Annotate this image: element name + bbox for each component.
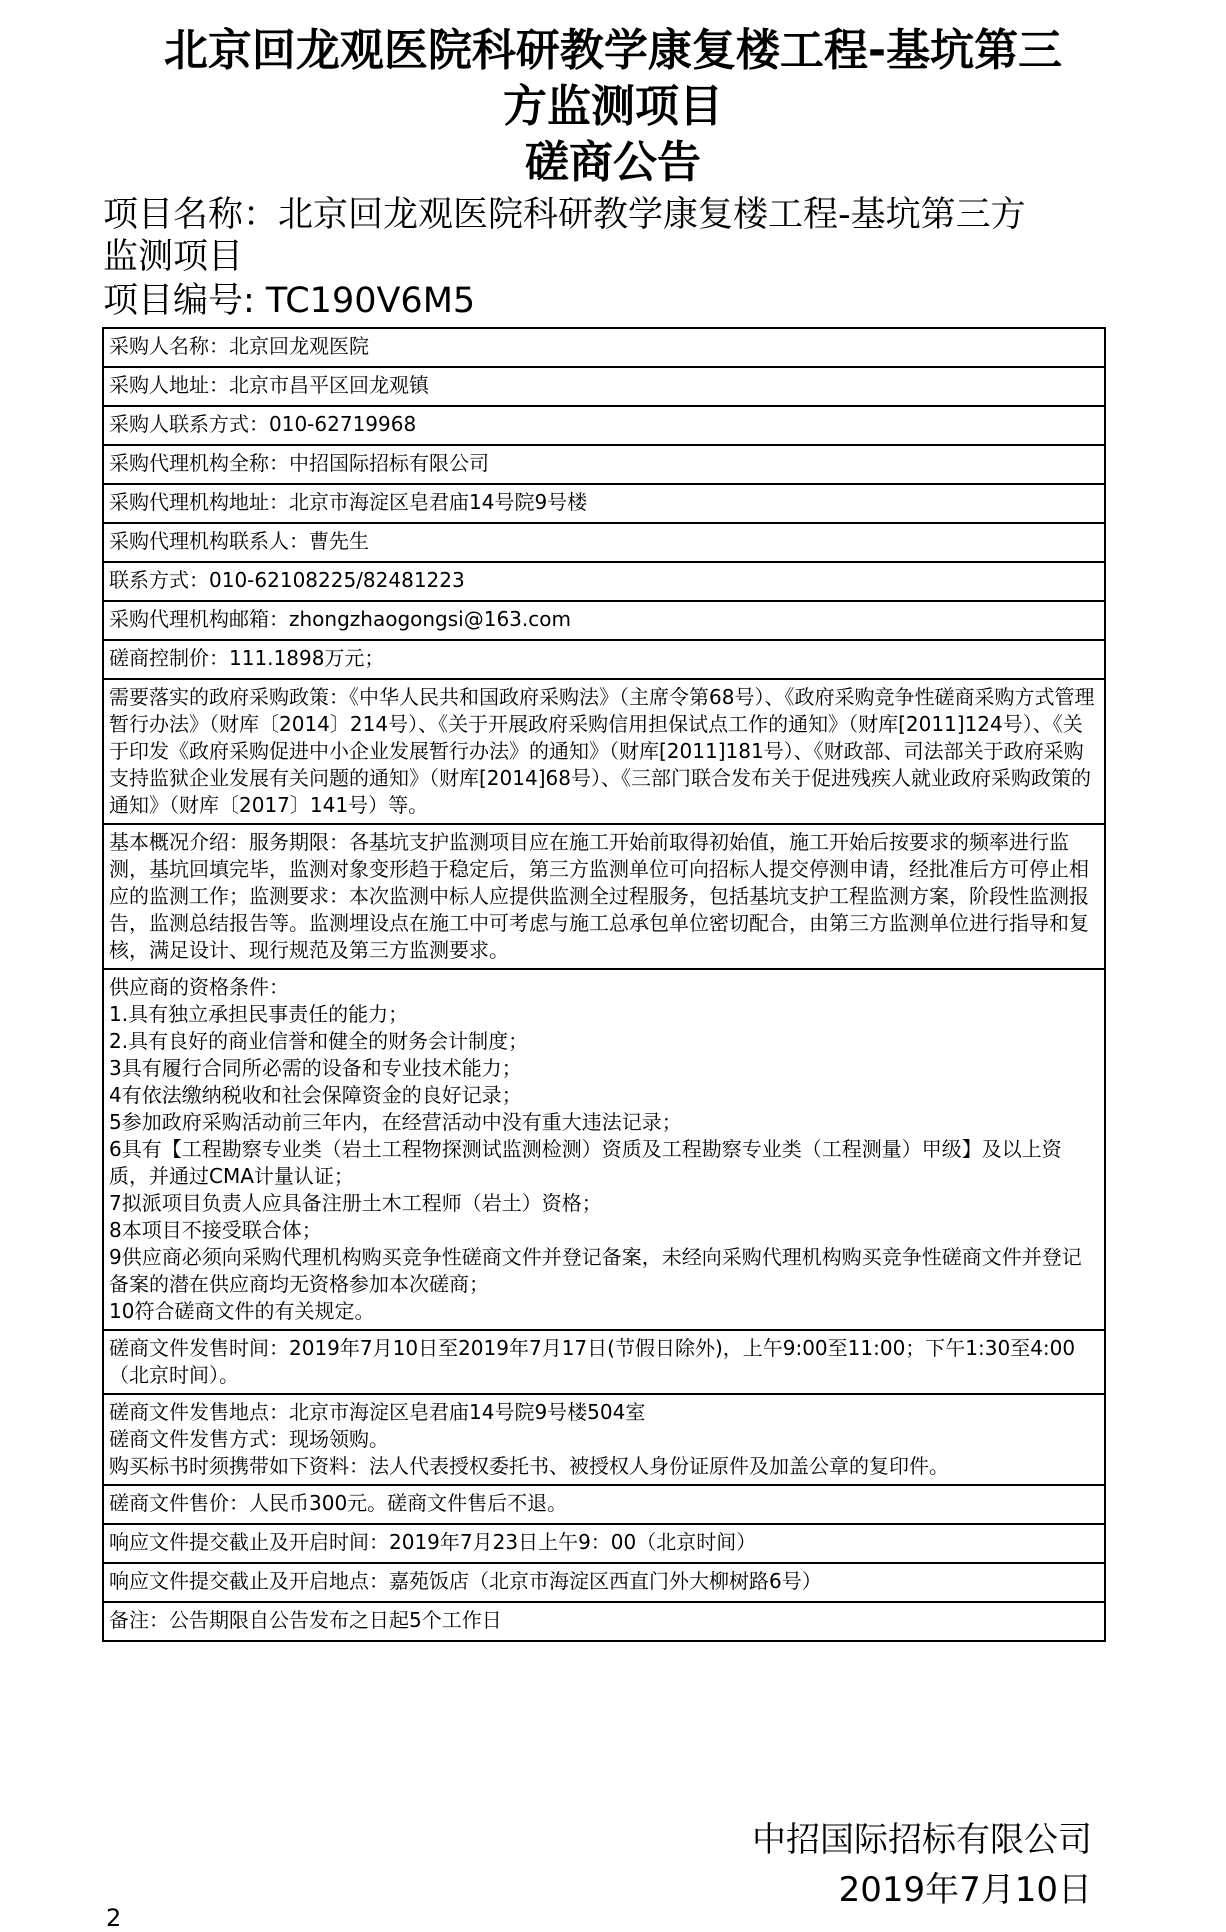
row-overview: 基本概况介绍：服务期限：各基坑支护监测项目应在施工开始前取得初始值，施工开始后按要求的频率进行监测，基坑回填完毕，监测对象变形趋于稳定后，第三方监测单位可向招标人提交停测申请，经批准后方可停止相应的监测工作；监测要求：本次监测中标人应提供监测全过程服务，包括基坑支护工程监测方案，阶段性监测报告，监测总结报告等。监测埋设点在施工中可考虑与施工总承包单位密切配合，由第三方监测单位进行指导和复核，满足设计、现行规范及第三方监测要求。: [104, 825, 1106, 970]
row-agency-name: 采购代理机构全称：中招国际招标有限公司: [104, 446, 1106, 485]
page-number: 2: [106, 1904, 122, 1932]
row-document-price: 磋商文件售价：人民币300元。磋商文件售后不退。: [104, 1486, 1106, 1525]
row-sale-time: 磋商文件发售时间：2019年7月10日至2019年7月17日(节假日除外)，上午9:00至11:00；下午1:30至4:00（北京时间）。: [104, 1331, 1106, 1395]
row-submission-deadline: 响应文件提交截止及开启时间：2019年7月23日上午9：00（北京时间）: [104, 1525, 1106, 1564]
project-name: [103, 194, 1123, 278]
signature-date: 2019年7月10日: [838, 1870, 1092, 1910]
project-name-line-2: 监测项目: [103, 237, 244, 277]
row-purchaser-address: 采购人地址：北京市昌平区回龙观镇: [104, 368, 1106, 407]
project-name-line-1: 项目名称：北京回龙观医院科研教学康复楼工程-基坑第三方: [103, 195, 1026, 235]
row-procurement-policy: 需要落实的政府采购政策：《中华人民共和国政府采购法》（主席令第68号）、《政府采购竞争性磋商采购方式管理暂行办法》（财库〔2014〕214号）、《关于开展政府采购信用担保试点工作的通知》（财库[2011]124号）、《关于印发《政府采购促进中小企业发展暂行办法》的通知》（财库[2011]181号）、《财政部、司法部关于政府采购支持监狱企业发展有关问题的通知》（财库[2014]68号）、《三部门联合发布关于促进残疾人就业政府采购政策的通知》（财库〔2017〕141号）等。: [104, 680, 1106, 825]
row-agency-contact-person: 采购代理机构联系人：曹先生: [104, 524, 1106, 563]
row-purchaser-contact: 采购人联系方式：010-62719968: [104, 407, 1106, 446]
project-number: 项目编号: TC190V6M5: [103, 281, 476, 321]
row-qualifications: 供应商的资格条件： 1.具有独立承担民事责任的能力； 2.具有良好的商业信誉和健全的财务会计制度； 3具有履行合同所必需的设备和专业技术能力； 4有依法缴纳税收和社会保障资金的良好记录； 5参加政府采购活动前三年内，在经营活动中没有重大违法记录； 6具有【工程勘察专业类（岩土工程物探测试监测检测）资质及工程勘察专业类（工程测量）甲级】及以上资质，并通过CMA计量认证； 7拟派项目负责人应具备注册土木工程师（岩土）资格； 8本项目不接受联合体； 9供应商必须向采购代理机构购买竞争性磋商文件并登记备案，未经向采购代理机构购买竞争性磋商文件并登记备案的潜在供应商均无资格参加本次磋商； 10符合磋商文件的有关规定。: [104, 970, 1106, 1331]
signature-organization: 中招国际招标有限公司: [752, 1820, 1092, 1860]
row-agency-email: 采购代理机构邮箱：zhongzhaogongsi@163.com: [104, 602, 1106, 641]
doc-title-line-3: 磋商公告: [525, 137, 701, 188]
row-sale-location: 磋商文件发售地点：北京市海淀区皂君庙14号院9号楼504室 磋商文件发售方式：现场领购。 购买标书时须携带如下资料：法人代表授权委托书、被授权人身份证原件及加盖公章的复印件。: [104, 1395, 1106, 1486]
row-purchaser-name: 采购人名称：北京回龙观医院: [104, 329, 1106, 368]
doc-title-line-2: 方监测项目: [503, 81, 723, 132]
row-contact-phone: 联系方式：010-62108225/82481223: [104, 563, 1106, 602]
doc-title-line-1: 北京回龙观医院科研教学康复楼工程-基坑第三: [163, 25, 1063, 76]
row-agency-address: 采购代理机构地址：北京市海淀区皂君庙14号院9号楼: [104, 485, 1106, 524]
row-submission-location: 响应文件提交截止及开启地点：嘉苑饭店（北京市海淀区西直门外大柳树路6号）: [104, 1564, 1106, 1603]
row-remarks: 备注：公告期限自公告发布之日起5个工作日: [104, 1603, 1106, 1642]
notice-table: [102, 327, 1106, 1642]
row-control-price: 磋商控制价：111.1898万元；: [104, 641, 1106, 680]
